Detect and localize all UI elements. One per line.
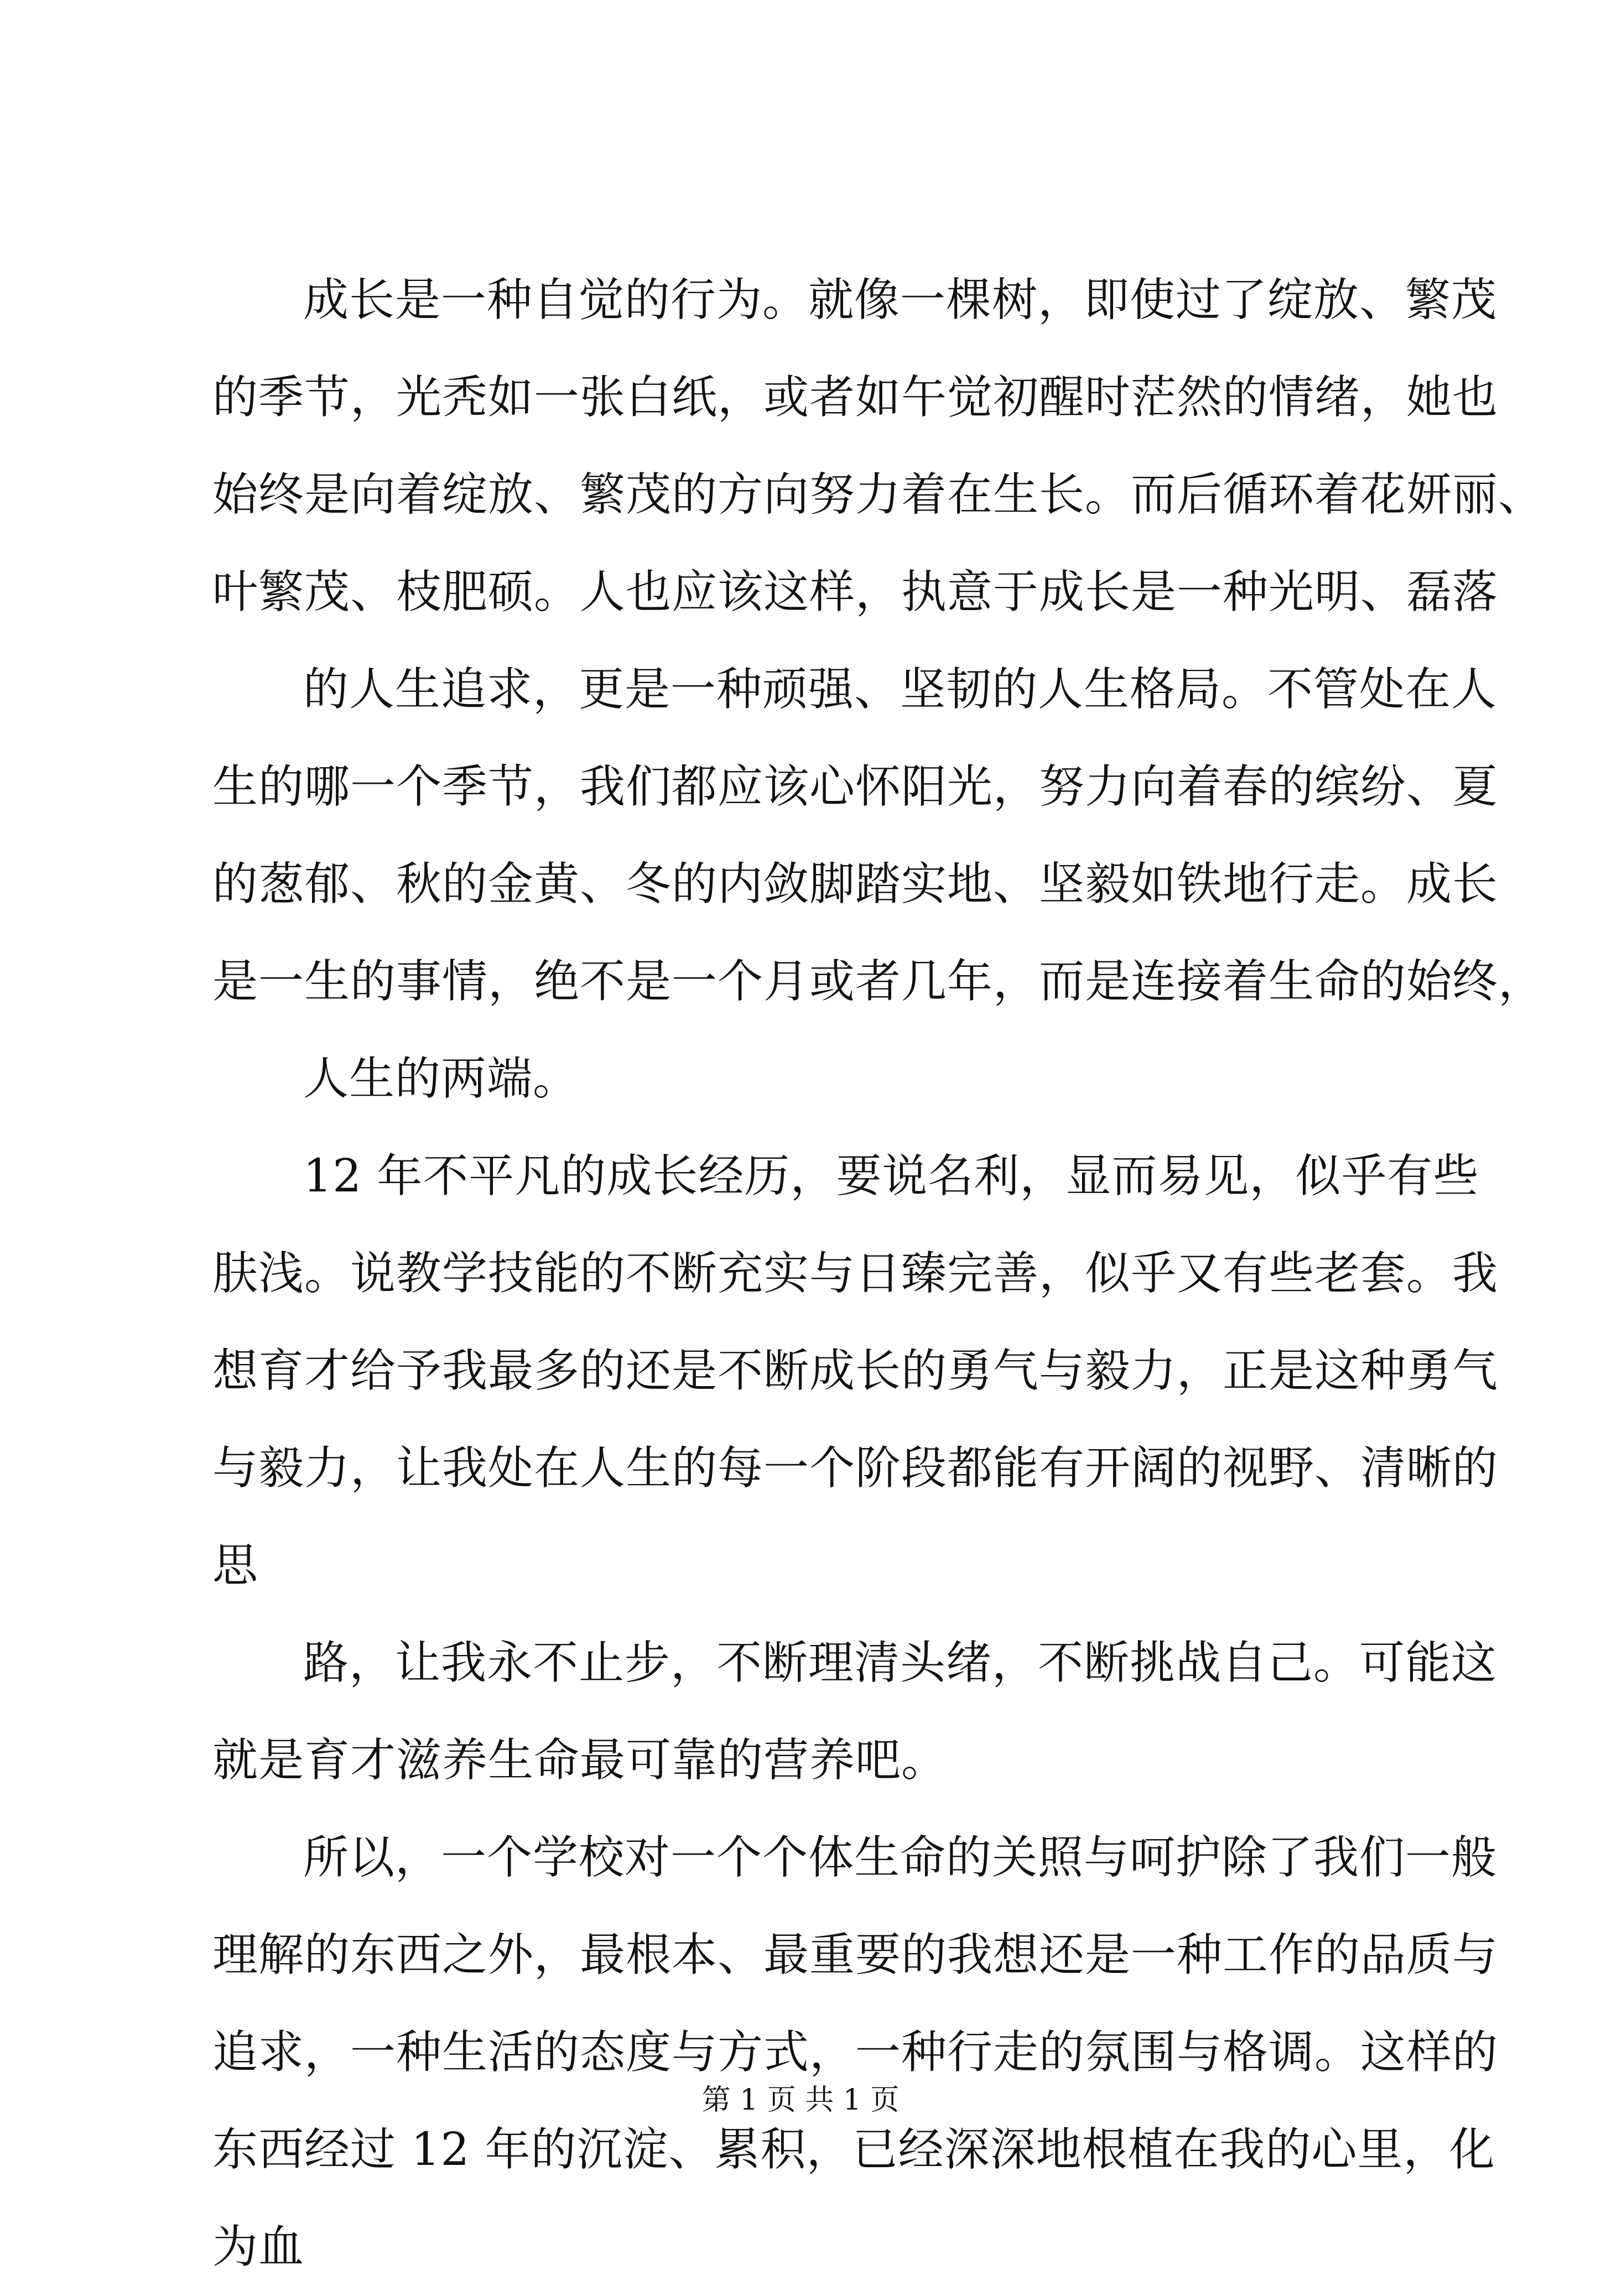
text-line: 东西经过 12 年的沉淀、累积，已经深深地根植在我的心里，化: [212, 2123, 1495, 2176]
text-line: 人生的两端。: [303, 1053, 579, 1105]
text-line: 所以，一个学校对一个个体生命的关照与呵护除了我们一般: [303, 1831, 1498, 1884]
text-line: 的人生追求，更是一种顽强、坚韧的人生格局。不管处在人: [303, 663, 1498, 716]
text-line: 理解的东西之外，最根本、最重要的我想还是一种工作的品质与: [212, 1929, 1499, 1981]
text-line: 路，让我永不止步，不断理清头绪，不断挑战自己。可能这: [303, 1637, 1498, 1689]
text-line: 12 年不平凡的成长经历，要说名利，显而易见，似乎有些: [303, 1150, 1479, 1202]
page-number-footer: 第 1 页 共 1 页: [701, 2084, 900, 2117]
document-body: [212, 252, 1545, 2296]
text-line: 成长是一种自觉的行为。就像一棵树，即使过了绽放、繁茂: [303, 274, 1498, 326]
text-line: 与毅力，让我处在人生的每一个阶段都能有开阔的视野、清晰的: [212, 1442, 1499, 1495]
text-line: 追求，一种生活的态度与方式，一种行走的氛围与格调。这样的: [212, 2026, 1499, 2079]
text-line: 生的哪一个季节，我们都应该心怀阳光，努力向着春的缤纷、夏: [212, 761, 1499, 813]
text-line: 就是育才滋养生命最可靠的营养吧。: [212, 1734, 948, 1787]
text-line: 为血: [212, 2221, 305, 2273]
text-line: 思: [212, 1539, 259, 1592]
text-line: 是一生的事情，绝不是一个月或者几年，而是连接着生命的始终，: [212, 955, 1545, 1008]
text-line: 想育才给予我最多的还是不断成长的勇气与毅力，正是这种勇气: [212, 1345, 1499, 1397]
text-line: 始终是向着绽放、繁茂的方向努力着在生长。而后循环着花妍丽、: [212, 468, 1545, 521]
text-line: 的葱郁、秋的金黄、冬的内敛脚踏实地、坚毅如铁地行走。成长: [212, 858, 1499, 910]
text-line: 的季节，光秃如一张白纸，或者如午觉初醒时茫然的情绪，她也: [212, 371, 1499, 424]
text-line: 叶繁茂、枝肥硕。人也应该这样，执意于成长是一种光明、磊落: [212, 566, 1499, 618]
text-line: 肤浅。说教学技能的不断充实与日臻完善，似乎又有些老套。我: [212, 1247, 1499, 1300]
